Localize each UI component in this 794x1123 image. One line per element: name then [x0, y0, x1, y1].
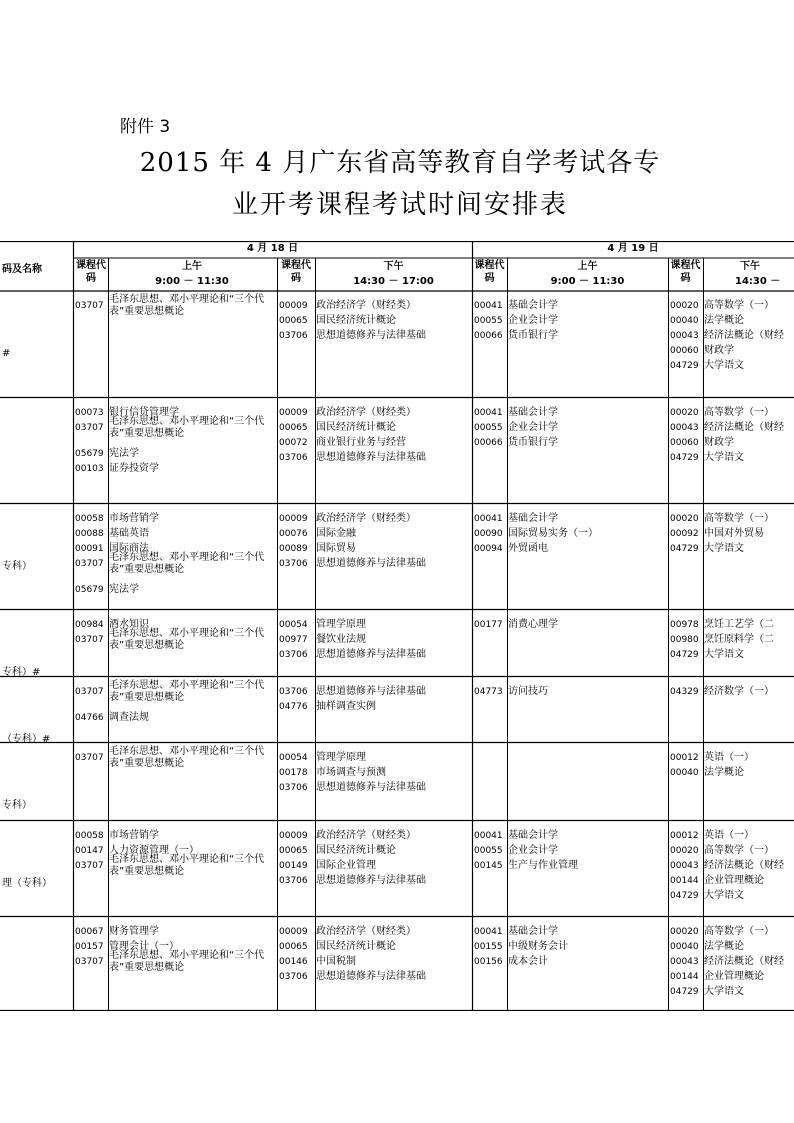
course-name: 管理学原理 [316, 752, 366, 763]
course-name: 政治经济学（财经类） [316, 926, 416, 937]
course-name: 毛泽东思想、邓小平理论和“三个代表”重要思想概论 [109, 680, 265, 703]
course-code: 00065 [279, 316, 308, 326]
course-code: 03706 [279, 972, 308, 982]
course-code: 00060 [670, 346, 699, 356]
course-code: 03706 [279, 453, 308, 463]
header-pm-1-label: 下午 [383, 261, 404, 272]
course-code: 00092 [670, 529, 699, 539]
course-name: 大学语文 [704, 543, 744, 554]
course-name: 毛泽东思想、邓小平理论和“三个代表”重要思想概论 [109, 950, 265, 973]
header-pm-2-label: 下午 [740, 261, 760, 272]
course-name: 大学语文 [704, 360, 744, 371]
course-code: 03707 [75, 301, 104, 311]
course-name: 毛泽东思想、邓小平理论和“三个代表”重要思想概论 [109, 628, 265, 651]
course-code: 05679 [75, 449, 104, 459]
major-name: # [2, 348, 11, 359]
course-name: 企业管理概论 [704, 875, 764, 886]
course-code: 04776 [279, 702, 308, 712]
course-name: 人力资源管理（一） [109, 845, 199, 856]
course-name: 市场调查与预测 [316, 767, 386, 778]
course-code: 00058 [75, 831, 104, 841]
course-name: 经济法概论（财经 [704, 330, 784, 341]
course-name: 酒水知识 [109, 619, 149, 630]
course-code: 03706 [279, 876, 308, 886]
course-code: 00040 [670, 942, 699, 952]
course-name: 企业会计学 [508, 422, 558, 433]
course-name: 国民经济统计概论 [316, 941, 396, 952]
course-code: 00009 [279, 514, 308, 524]
course-code: 00020 [670, 408, 699, 418]
course-name: 高等数学（一） [704, 513, 774, 524]
course-name: 大学语文 [704, 986, 744, 997]
header-code-2: 课程代码 [281, 260, 311, 284]
course-name: 国民经济统计概论 [316, 315, 396, 326]
course-code: 04729 [670, 987, 699, 997]
course-code: 00066 [474, 438, 503, 448]
course-name: 政治经济学（财经类） [316, 830, 416, 841]
course-name: 毛泽东思想、邓小平理论和“三个代表”重要思想概论 [109, 746, 265, 769]
course-code: 00040 [670, 768, 699, 778]
course-code: 00043 [670, 861, 699, 871]
course-name: 财务管理学 [109, 926, 159, 937]
header-day-2: 4 月 19 日 [607, 243, 659, 254]
course-name: 基础会计学 [508, 513, 558, 524]
course-code: 04729 [670, 453, 699, 463]
course-code: 00055 [474, 423, 503, 433]
course-name: 市场营销学 [109, 830, 159, 841]
course-name: 法学概论 [704, 767, 744, 778]
course-name: 高等数学（一） [704, 300, 774, 311]
course-code: 04766 [75, 713, 104, 723]
course-code: 00043 [670, 331, 699, 341]
course-code: 00178 [279, 768, 308, 778]
course-name: 国际贸易 [316, 543, 356, 554]
course-name: 国民经济统计概论 [316, 422, 396, 433]
course-name: 中国税制 [316, 956, 356, 967]
course-code: 00040 [670, 316, 699, 326]
course-code: 00043 [670, 423, 699, 433]
course-name: 货币银行学 [508, 437, 558, 448]
course-name: 经济数学（一） [704, 686, 774, 697]
course-code: 00157 [75, 942, 104, 952]
page-title-line-1: 2015 年 4 月广东省高等教育自学考试各专 [139, 148, 661, 178]
course-name: 政治经济学（财经类） [316, 407, 416, 418]
course-code: 00145 [474, 861, 503, 871]
course-code: 00094 [474, 544, 503, 554]
header-day-1: 4 月 18 日 [246, 243, 299, 254]
course-name: 宪法学 [109, 584, 139, 595]
course-code: 04729 [670, 544, 699, 554]
course-name: 毛泽东思想、邓小平理论和“三个代表”重要思想概论 [109, 854, 265, 877]
header-am-2-time: 9:00 － 11:30 [550, 276, 625, 287]
course-name: 大学语文 [704, 649, 744, 660]
course-name: 银行信贷管理学 [109, 407, 179, 418]
course-name: 基础会计学 [508, 300, 558, 311]
course-name: 市场营销学 [109, 513, 159, 524]
course-code: 00009 [279, 927, 308, 937]
course-code: 03707 [75, 687, 104, 697]
course-name: 中级财务会计 [508, 941, 568, 952]
course-name: 企业管理概论 [704, 971, 764, 982]
course-code: 00020 [670, 514, 699, 524]
course-code: 00149 [279, 861, 308, 871]
course-code: 04729 [670, 650, 699, 660]
course-name: 思想道德修养与法律基础 [316, 875, 426, 886]
course-code: 03707 [75, 861, 104, 871]
course-code: 00020 [670, 301, 699, 311]
course-code: 00146 [279, 957, 308, 967]
course-code: 00043 [670, 957, 699, 967]
course-code: 00144 [670, 972, 699, 982]
course-name: 成本会计 [508, 956, 548, 967]
course-name: 思想道德修养与法律基础 [316, 686, 426, 697]
course-code: 00156 [474, 957, 503, 967]
course-code: 03707 [75, 753, 104, 763]
course-code: 00072 [279, 438, 308, 448]
course-code: 00076 [279, 529, 308, 539]
course-name: 烹饪原料学（二 [704, 634, 774, 645]
course-name: 基础会计学 [508, 926, 558, 937]
attachment-label: 附件 3 [120, 117, 171, 137]
course-code: 00067 [75, 927, 104, 937]
course-name: 外贸函电 [508, 543, 548, 554]
course-name: 政治经济学（财经类） [316, 513, 416, 524]
course-code: 00978 [670, 620, 699, 630]
header-code-4: 课程代码 [670, 260, 701, 284]
course-code: 00041 [474, 408, 503, 418]
course-code: 04729 [670, 361, 699, 371]
course-name: 基础英语 [109, 528, 149, 539]
course-name: 抽样调查实例 [316, 701, 376, 712]
major-name: 专科） [2, 800, 32, 811]
course-code: 00055 [474, 846, 503, 856]
course-name: 法学概论 [704, 941, 744, 952]
course-code: 00009 [279, 831, 308, 841]
course-name: 访问技巧 [508, 686, 548, 697]
course-code: 00020 [670, 846, 699, 856]
course-name: 基础会计学 [508, 407, 558, 418]
course-name: 思想道德修养与法律基础 [316, 782, 426, 793]
course-code: 00155 [474, 942, 503, 952]
schedule-table [0, 241, 794, 1011]
course-name: 国民经济统计概论 [316, 845, 396, 856]
course-name: 思想道德修养与法律基础 [316, 452, 426, 463]
course-code: 00009 [279, 301, 308, 311]
course-name: 基础会计学 [508, 830, 558, 841]
course-code: 03707 [75, 559, 104, 569]
course-code: 00984 [75, 620, 104, 630]
course-code: 03706 [279, 687, 308, 697]
course-name: 管理会计（一） [109, 941, 179, 952]
course-code: 00055 [474, 316, 503, 326]
course-name: 法学概论 [704, 315, 744, 326]
major-name: 理（专科） [2, 878, 52, 889]
course-name: 英语（一） [704, 752, 754, 763]
course-name: 餐饮业法规 [316, 634, 366, 645]
course-code: 00041 [474, 927, 503, 937]
course-code: 03706 [279, 331, 308, 341]
course-code: 00041 [474, 301, 503, 311]
course-name: 经济法概论（财经 [704, 956, 784, 967]
course-name: 生产与作业管理 [508, 860, 578, 871]
course-code: 00073 [75, 408, 104, 418]
course-name: 大学语文 [704, 452, 744, 463]
course-name: 思想道德修养与法律基础 [316, 971, 426, 982]
course-name: 证券投资学 [109, 463, 159, 474]
course-name: 经济法概论（财经 [704, 422, 784, 433]
major-name: 专科） [2, 561, 32, 572]
course-code: 00103 [75, 464, 104, 474]
course-code: 03706 [279, 559, 308, 569]
course-code: 00065 [279, 942, 308, 952]
course-name: 思想道德修养与法律基础 [316, 558, 426, 569]
course-code: 00177 [474, 620, 503, 630]
header-pm-1-time: 14:30 － 17:00 [353, 276, 434, 287]
course-code: 04773 [474, 687, 503, 697]
course-code: 00066 [474, 331, 503, 341]
course-name: 国际贸易实务（一） [508, 528, 598, 539]
course-code: 03707 [75, 957, 104, 967]
course-name: 企业会计学 [508, 845, 558, 856]
course-name: 国际企业管理 [316, 860, 376, 871]
course-name: 烹饪工艺学（二 [704, 619, 774, 630]
course-code: 00060 [670, 438, 699, 448]
course-code: 05679 [75, 585, 104, 595]
course-name: 国际金融 [316, 528, 356, 539]
course-code: 00090 [474, 529, 503, 539]
course-code: 00012 [670, 753, 699, 763]
course-name: 经济法概论（财经 [704, 860, 784, 871]
course-name: 高等数学（一） [704, 845, 774, 856]
major-name: 专科）# [2, 667, 41, 678]
course-name: 思想道德修养与法律基础 [316, 330, 426, 341]
course-code: 00054 [279, 620, 308, 630]
course-name: 货币银行学 [508, 330, 558, 341]
course-name: 毛泽东思想、邓小平理论和“三个代表”重要思想概论 [109, 416, 265, 439]
course-code: 00058 [75, 514, 104, 524]
course-name: 大学语文 [704, 890, 744, 901]
course-name: 毛泽东思想、邓小平理论和“三个代表”重要思想概论 [109, 552, 265, 575]
course-code: 00065 [279, 423, 308, 433]
course-name: 高等数学（一） [704, 407, 774, 418]
header-code-1: 课程代码 [76, 260, 106, 284]
course-code: 00020 [670, 927, 699, 937]
course-code: 00091 [75, 544, 104, 554]
header-am-1-time: 9:00 － 11:30 [155, 276, 229, 287]
course-code: 00041 [474, 514, 503, 524]
course-name: 思想道德修养与法律基础 [316, 649, 426, 660]
course-code: 03707 [75, 423, 104, 433]
course-code: 03706 [279, 783, 308, 793]
page-title-line-2: 业开考课程考试时间安排表 [231, 190, 568, 220]
course-code: 00012 [670, 831, 699, 841]
header-code-3: 课程代码 [474, 260, 505, 284]
course-code: 04729 [670, 891, 699, 901]
course-name: 宪法学 [109, 448, 139, 459]
course-code: 00088 [75, 529, 104, 539]
course-name: 消费心理学 [508, 619, 558, 630]
course-name: 企业会计学 [508, 315, 558, 326]
course-code: 00065 [279, 846, 308, 856]
course-name: 中国对外贸易 [704, 528, 764, 539]
course-code: 03706 [279, 650, 308, 660]
course-code: 03707 [75, 635, 104, 645]
course-name: 财政学 [704, 437, 734, 448]
course-name: 政治经济学（财经类） [316, 300, 416, 311]
course-name: 国际商法 [109, 543, 149, 554]
course-code: 00144 [670, 876, 699, 886]
course-name: 英语（一） [704, 830, 754, 841]
course-code: 04329 [670, 687, 699, 697]
header-am-1-label: 上午 [182, 261, 202, 272]
course-name: 调查法规 [109, 712, 149, 723]
course-code: 00009 [279, 408, 308, 418]
course-code: 00980 [670, 635, 699, 645]
course-code: 00041 [474, 831, 503, 841]
course-name: 管理学原理 [316, 619, 366, 630]
course-code: 00089 [279, 544, 308, 554]
header-am-2-label: 上午 [577, 261, 598, 272]
course-name: 高等数学（一） [704, 926, 774, 937]
major-name: （专科）# [2, 734, 51, 745]
header-major-column: 码及名称 [2, 264, 42, 275]
course-name: 毛泽东思想、邓小平理论和“三个代表”重要思想概论 [109, 294, 265, 317]
course-code: 00977 [279, 635, 308, 645]
course-name: 财政学 [704, 345, 734, 356]
course-code: 00147 [75, 846, 104, 856]
course-code: 00054 [279, 753, 308, 763]
header-pm-2-time: 14:30 － [735, 276, 781, 287]
course-name: 商业银行业务与经营 [316, 437, 406, 448]
